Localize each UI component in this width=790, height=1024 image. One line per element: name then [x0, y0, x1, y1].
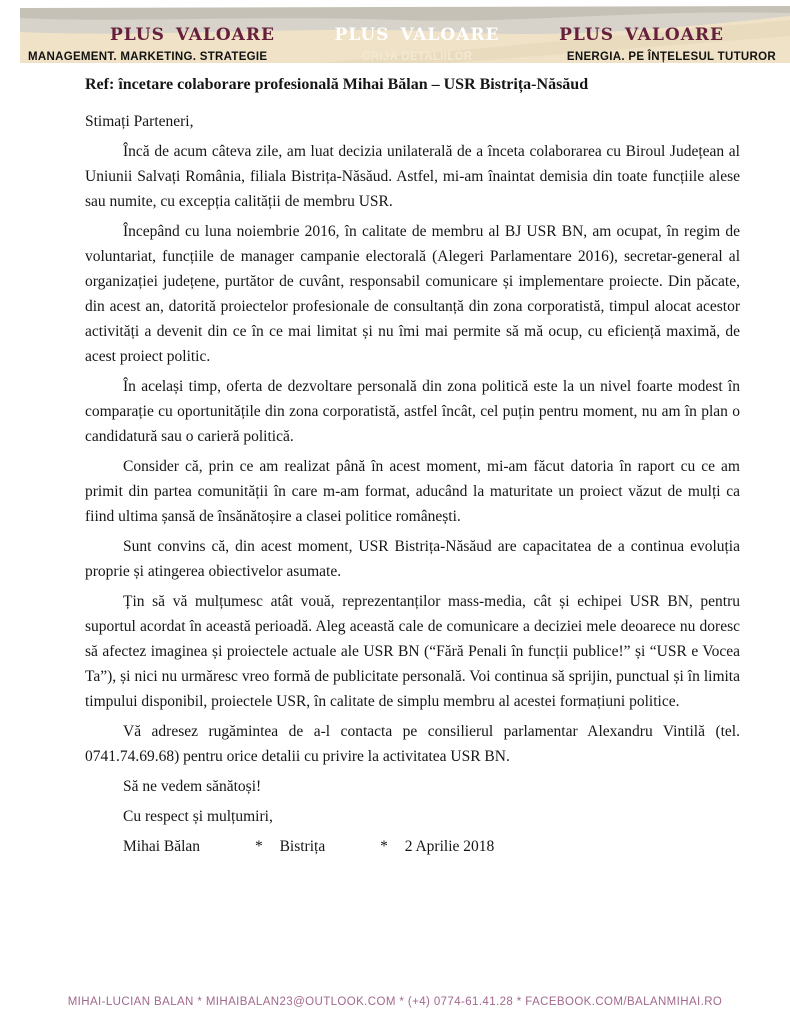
- brand-left-tagline: MANAGEMENT. MARKETING. STRATEGIE: [28, 51, 268, 63]
- paragraph-3: În același timp, oferta de dezvoltare personală din zona politică este la un nivel foarte modest în comparație cu oportunitățile din zona corporatistă, astfel încât, cel puțin pentru moment, nu am în plan o candidatură sau o carieră politică.: [85, 378, 740, 445]
- signoff-line: Cu respect și mulțumiri,: [123, 808, 273, 825]
- signature-line: [85, 834, 740, 859]
- brand-center-logo: PLUS VALOARE: [334, 25, 500, 45]
- letter-body: [85, 72, 740, 859]
- salutation: Stimați Parteneri,: [85, 113, 194, 130]
- brand-right-logo: PLUS VALOARE: [559, 25, 724, 45]
- paragraph-1: Încă de acum câteva zile, am luat decizia unilaterală de a înceta colaborarea cu Biroul Județean al Uniunii Salvați România, filiala Bistrița-Năsăud. Astfel, mi-am înaintat demisia din toate funcțiile alese sau numite, cu excepția calității de membru USR.: [85, 143, 740, 210]
- brand-center: [335, 6, 500, 63]
- subject-line: Ref: încetare colaborare profesională Mihai Bălan – USR Bistrița-Năsăud: [85, 76, 589, 93]
- paragraph-7: Vă adresez rugămintea de a-l contacta pe consilierul parlamentar Alexandru Vintilă (tel. 0741.74.69.68) pentru orice detalii cu privire la activitatea USR BN.: [85, 723, 740, 765]
- brand-logos-row: [20, 6, 790, 63]
- brand-right: [559, 6, 780, 63]
- brand-left: [26, 6, 275, 63]
- signature-city: Bistrița: [279, 838, 326, 855]
- contact-footer: MIHAI-LUCIAN BALAN * MIHAIBALAN23@OUTLOOK.COM * (+4) 0774-61.41.28 * FACEBOOK.COM/BALANMIHAI.RO: [67, 996, 723, 1008]
- paragraph-6: Țin să vă mulțumesc atât vouă, reprezentanților mass-media, cât și echipei USR BN, pentru suportul acordat în această perioadă. Aleg această cale de comunicare a deciziei mele deoarece nu doresc să afectez imaginea și proiectele actuale ale USR BN (“Fără Penali în funcții publice!” și “USR e Vocea Ta”), și nici nu urmăresc vreo formă de publicitate personală. Voi continua să sprijin, punctual și în limita timpului disponibil, proiectele USR, în calitate de simplu membru al acestei formațiuni politice.: [85, 593, 740, 710]
- brand-right-tagline: ENERGIA. PE ÎNȚELESUL TUTUROR: [566, 51, 776, 63]
- paragraph-4: Consider că, prin ce am realizat până în acest moment, mi-am făcut datoria în raport cu ce am primit din partea comunității în care m-am format, aducând la maturitate un proiect văzut de mulți ca fiind ultima șansă de însănătoșire a clasei politice românești.: [85, 458, 740, 525]
- paragraph-2: Începând cu luna noiembrie 2016, în calitate de membru al BJ USR BN, am ocupat, în regim de voluntariat, funcțiile de manager campanie electorală (Alegeri Parlamentare 2016), secretar-general al organizației județene, purtător de cuvânt, responsabil comunicare și implementare proiecte. Din păcate, din acest an, datorită proiectelor profesionale de consultanță din zona corporatistă, timpul alocat acestor activități a devenit din ce în ce mai limitat și nu îmi mai permite să mă ocup, cu eficiență maximă, de acest proiect politic.: [85, 223, 740, 365]
- closing-line: Să ne vedem sănătoși!: [123, 778, 262, 795]
- signature-separator: *: [254, 838, 263, 855]
- brand-left-logo: PLUS VALOARE: [110, 25, 275, 45]
- brand-header: [0, 0, 790, 66]
- paragraph-5: Sunt convins că, din acest moment, USR Bistrița-Năsăud are capacitatea de a continua evoluția proprie și atingerea obiectivelor asumate.: [85, 538, 740, 580]
- brand-center-tagline: GRIJA DETALIILOR: [361, 51, 473, 63]
- brand-band: [20, 6, 790, 63]
- signature-separator: *: [380, 838, 388, 855]
- signature-date: 2 Aprilie 2018: [404, 838, 495, 855]
- signature-name: Mihai Bălan: [123, 838, 201, 855]
